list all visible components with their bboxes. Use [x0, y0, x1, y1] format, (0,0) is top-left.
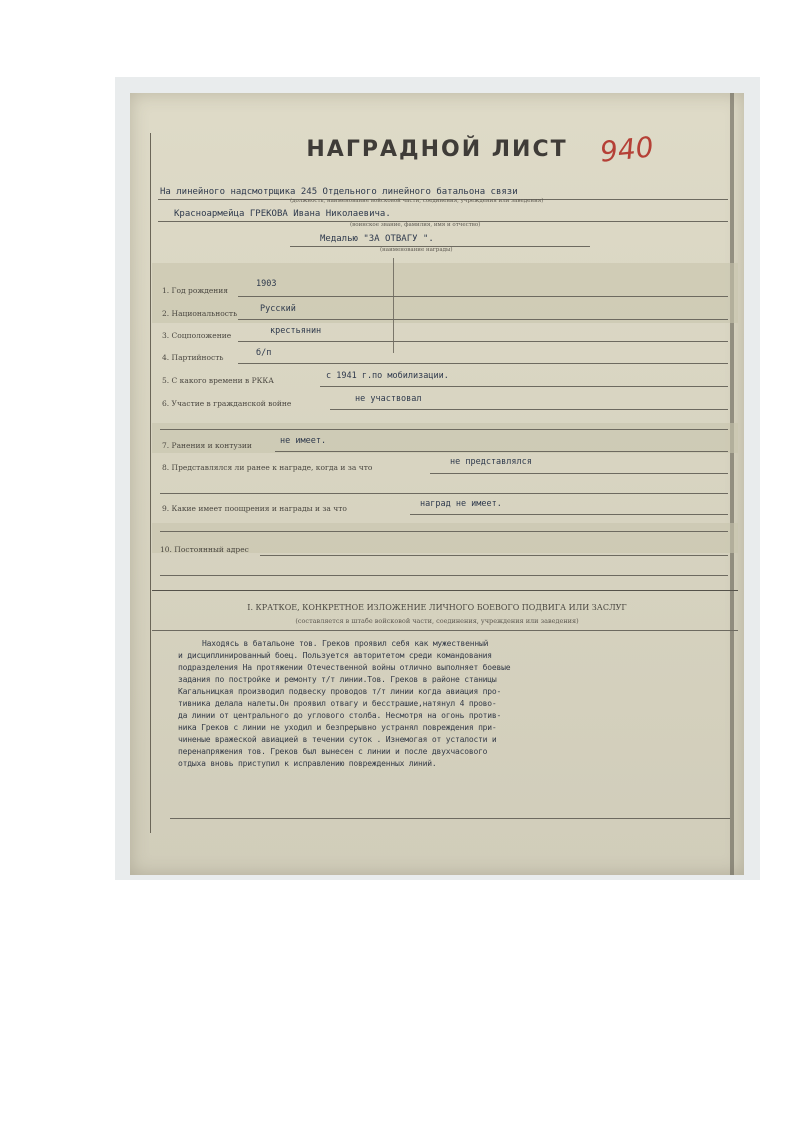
- narrative-line: Находясь в батальоне тов. Греков проявил себя как мужественный: [202, 639, 489, 648]
- field-value-rkka-since: с 1941 г.по мобилизации.: [326, 371, 449, 381]
- section-divider: [152, 590, 738, 591]
- field-value-social-status: крестьянин: [270, 326, 322, 336]
- field-rule: [238, 319, 728, 320]
- field-rule: [160, 429, 728, 430]
- field-rule: [238, 296, 728, 297]
- field-label-nationality: 2. Национальность: [162, 309, 238, 318]
- paper-shadow-edge: [730, 93, 734, 875]
- field-rule: [410, 514, 728, 515]
- field-value-wounds: не имеет.: [280, 436, 327, 446]
- field-label-rkka-since: 5. С какого времени в РККА: [162, 376, 274, 385]
- field-rule: [160, 531, 728, 532]
- field-value-party: б/п: [256, 348, 272, 358]
- field-value-awards: наград не имеет.: [420, 499, 502, 509]
- field-rule: [260, 555, 728, 556]
- narrative-line: тивника делала налеты.Он проявил отвагу и бесстрашие,натянул 4 прово-: [178, 699, 497, 708]
- field-label-civil-war: 6. Участие в гражданской войне: [162, 399, 292, 408]
- recipient-caption: (должность, наименование войсковой части, соединения, учреждения или заведения): [290, 198, 544, 204]
- scanned-page: [115, 77, 760, 880]
- narrative-line: задания по постройке и ремонту т/т линии.Тов. Греков в районе станицы: [178, 675, 497, 684]
- field-value-civil-war: не участвовал: [355, 394, 422, 404]
- field-divider: [393, 258, 394, 353]
- section-subheading: (составляется в штабе войсковой части, соединения, учреждения или заведения): [295, 617, 579, 625]
- field-rule: [320, 386, 728, 387]
- narrative-line: подразделения На протяжении Отечественной войны отлично выполняет боевые: [178, 663, 511, 672]
- field-rule: [238, 363, 728, 364]
- field-value-nationality: Русский: [260, 304, 296, 314]
- award-sheet: [130, 93, 744, 875]
- name-line: Красноармейца ГРЕКОВА Ивана Николаевича.: [174, 209, 391, 219]
- document-title: НАГРАДНОЙ ЛИСТ: [306, 137, 568, 162]
- field-rule: [330, 409, 728, 410]
- section-rule: [152, 630, 738, 631]
- field-label-social-status: 3. Соцположение: [162, 331, 232, 340]
- field-band-top: [152, 263, 738, 323]
- field-rule: [160, 575, 728, 576]
- narrative-line: отдыха вновь приступил к исправлению поврежденных линий.: [178, 759, 437, 768]
- award-line: Медалью "ЗА ОТВАГУ ".: [320, 234, 434, 244]
- narrative-line: чиненые вражеской авиацией в течении суток . Изнемогая от усталости и: [178, 735, 497, 744]
- recipient-line: На линейного надсмотрщика 245 Отдельного линейного батальона связи: [160, 187, 518, 197]
- left-margin-line: [150, 133, 151, 833]
- field-label-wounds: 7. Ранения и контузии: [162, 441, 252, 450]
- field-rule: [160, 493, 728, 494]
- narrative-line: Кагальницкая производил подвеску проводов т/т линии когда авиация про-: [178, 687, 502, 696]
- handwritten-number: 940: [598, 130, 656, 169]
- field-value-previous-award: не представлялся: [450, 457, 532, 467]
- field-label-awards: 9. Какие имеет поощрения и награды и за что: [162, 504, 347, 513]
- field-rule: [238, 341, 728, 342]
- field-rule: [275, 451, 728, 452]
- field-label-address: 10. Постоянный адрес: [160, 545, 249, 554]
- narrative-line: да линии от центрального до углового столба. Несмотря на огонь против-: [178, 711, 502, 720]
- award-caption: (наименование награды): [380, 247, 453, 253]
- section-heading: I. КРАТКОЕ, КОНКРЕТНОЕ ИЗЛОЖЕНИЕ ЛИЧНОГО БОЕВОГО ПОДВИГА ИЛИ ЗАСЛУГ: [247, 603, 627, 612]
- narrative-line: перенапряжения тов. Греков был вынесен с линии и после двухчасового: [178, 747, 488, 756]
- field-label-previous-award: 8. Представлялся ли ранее к награде, когда и за что: [162, 463, 373, 472]
- narrative-line: ника Греков с линии не уходил и безпрерывно устранял повреждения при-: [178, 723, 497, 732]
- field-label-party: 4. Партийность: [162, 353, 224, 362]
- field-value-birth-year: 1903: [256, 279, 277, 289]
- narrative-line: и дисциплинированный боец. Пользуется авторитетом среди командования: [178, 651, 492, 660]
- field-rule: [430, 473, 728, 474]
- section-rule: [170, 818, 730, 819]
- field-label-birth-year: 1. Год рождения: [162, 286, 229, 295]
- name-caption: (воинское звание, фамилия, имя и отчество): [350, 222, 481, 228]
